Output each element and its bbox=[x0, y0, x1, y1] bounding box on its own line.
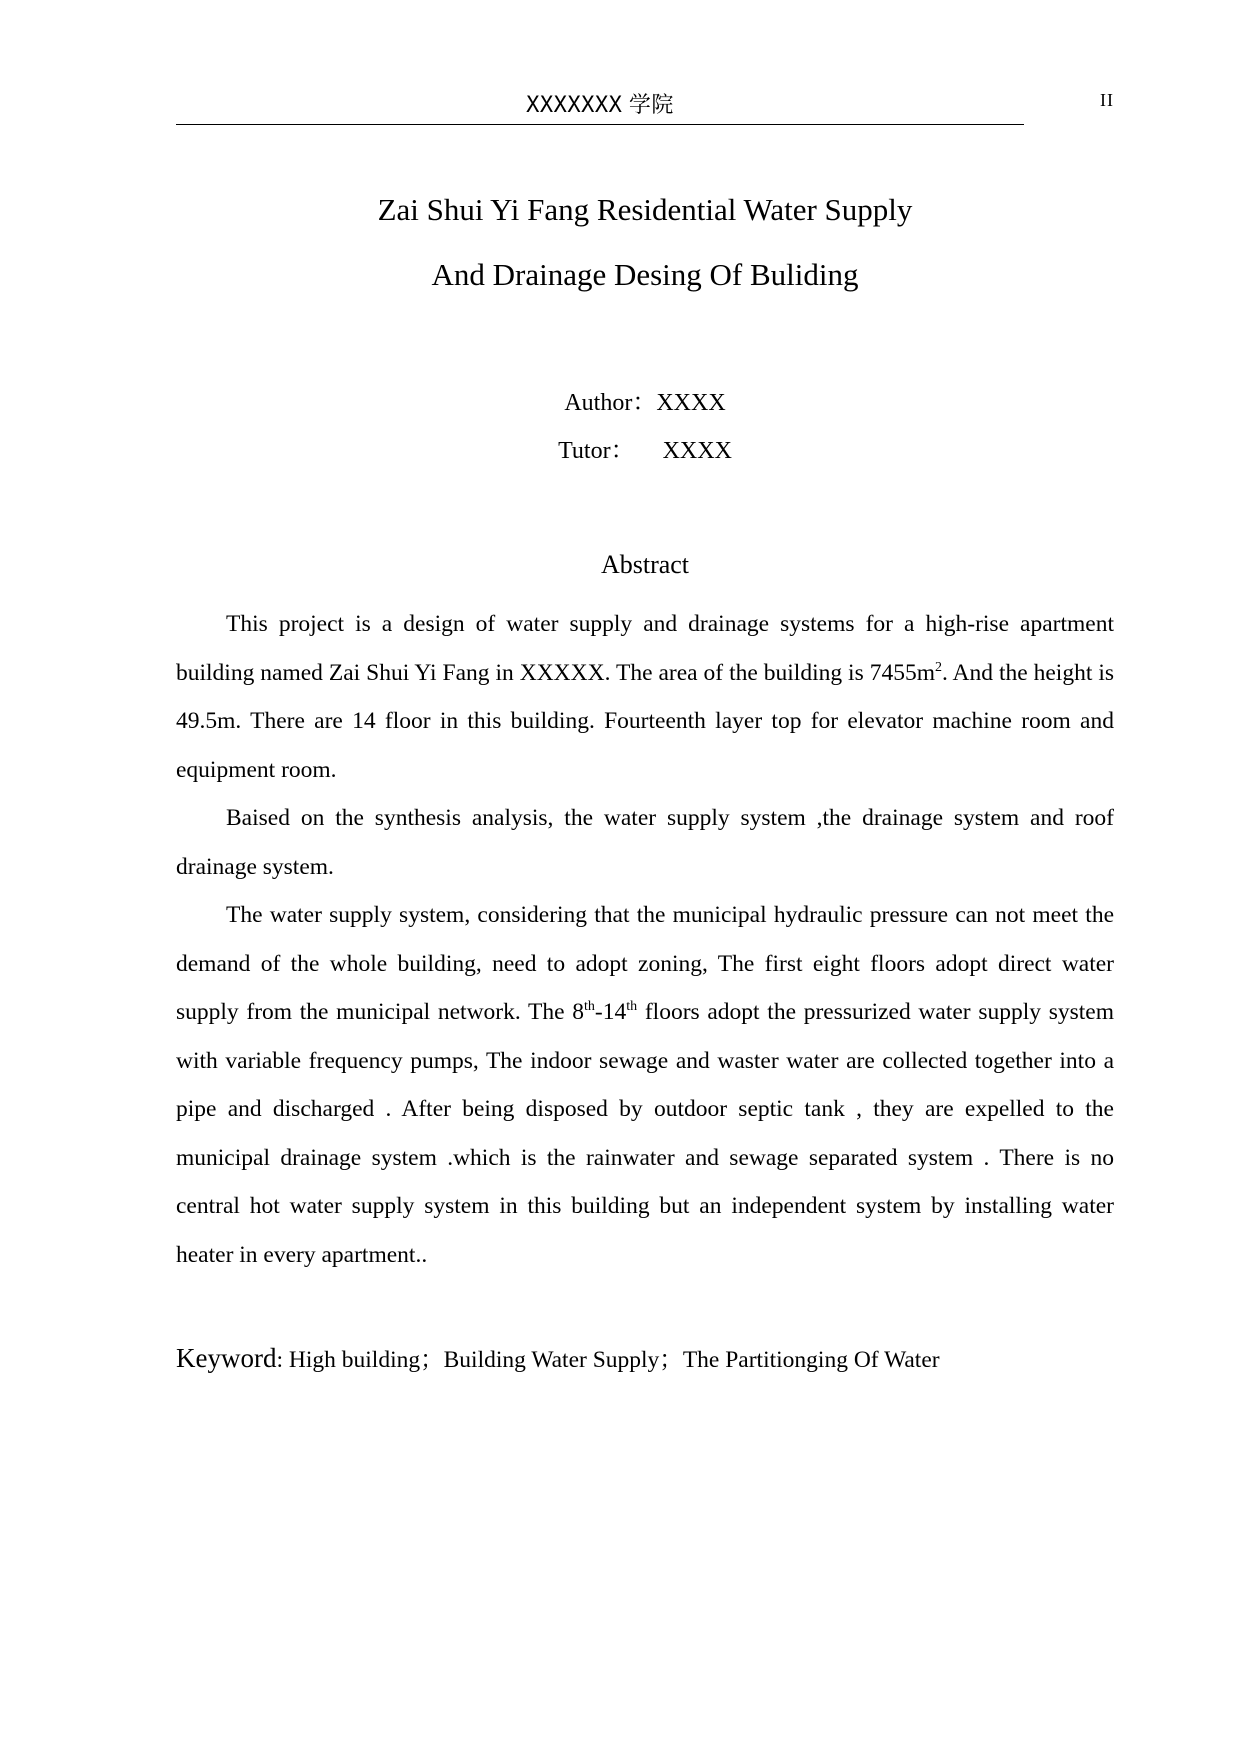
title-line-1: Zai Shui Yi Fang Residential Water Supply bbox=[377, 192, 913, 227]
abstract-paragraph-3 bbox=[176, 891, 1114, 1279]
tutor-line bbox=[0, 430, 1241, 465]
author-value: XXXX bbox=[656, 390, 726, 416]
abstract-heading: Abstract bbox=[600, 550, 690, 579]
keywords-colon: : bbox=[276, 1347, 289, 1373]
abstract-p2-text: Baised on the synthesis analysis, the water supply system ,the drainage system and roof drainage system. bbox=[176, 805, 1114, 880]
running-header bbox=[176, 86, 1024, 125]
abstract-p3-text-b: -14 bbox=[594, 999, 627, 1025]
author-line bbox=[0, 382, 1241, 417]
keyword-item: The Partitionging Of Water bbox=[682, 1347, 940, 1373]
ordinal-suffix-1: th bbox=[584, 999, 595, 1015]
keywords-line bbox=[176, 1340, 1114, 1374]
abstract-p3-text-a: The water supply system, considering that the municipal hydraulic pressure can not meet the demand of the whole building, need to adopt zoning, The first eight floors adopt direct water supply from the municipal network. The 8 bbox=[176, 902, 1114, 1025]
abstract-p1-text-b: . And the height is 49.5m. There are 14 floor in this building. Fourteenth layer top for elevator machine room and equipment room. bbox=[176, 659, 1114, 783]
keyword-item: Building Water Supply； bbox=[443, 1347, 683, 1373]
header-institution-name: 学院 bbox=[628, 93, 674, 118]
abstract-p1-text-a: This project is a design of water supply and drainage systems for a high-rise apartment building named Zai Shui Yi Fang in XXXXX. The area of the building is 7455m bbox=[176, 611, 1114, 686]
ordinal-suffix-2: th bbox=[626, 999, 638, 1015]
title-line-2: And Drainage Desing Of Buliding bbox=[431, 257, 859, 292]
tutor-value: XXXX bbox=[662, 438, 732, 464]
abstract-body bbox=[176, 600, 1114, 1279]
keywords-label: Keyword bbox=[176, 1343, 277, 1373]
page-number: II bbox=[1100, 90, 1114, 110]
tutor-label: Tutor： bbox=[558, 438, 635, 464]
header-institution-code: XXXXXXX bbox=[526, 93, 623, 118]
abstract-paragraph-1 bbox=[176, 600, 1114, 794]
keyword-item: High building； bbox=[288, 1347, 444, 1373]
abstract-p3-text-c: floors adopt the pressurized water supply system with variable frequency pumps, The indoor sewage and waster water are collected together into a pipe and discharged . After being disposed by outdoor septic tank , they are expelled to the municipal drainage system .which is the rainwater and sewage separated system . There is no central hot water supply system in this building but an independent system by installing water heater in every apartment.. bbox=[176, 999, 1114, 1268]
area-exponent: 2 bbox=[934, 659, 942, 675]
author-label: Author： bbox=[564, 390, 657, 416]
abstract-paragraph-2 bbox=[176, 794, 1114, 891]
